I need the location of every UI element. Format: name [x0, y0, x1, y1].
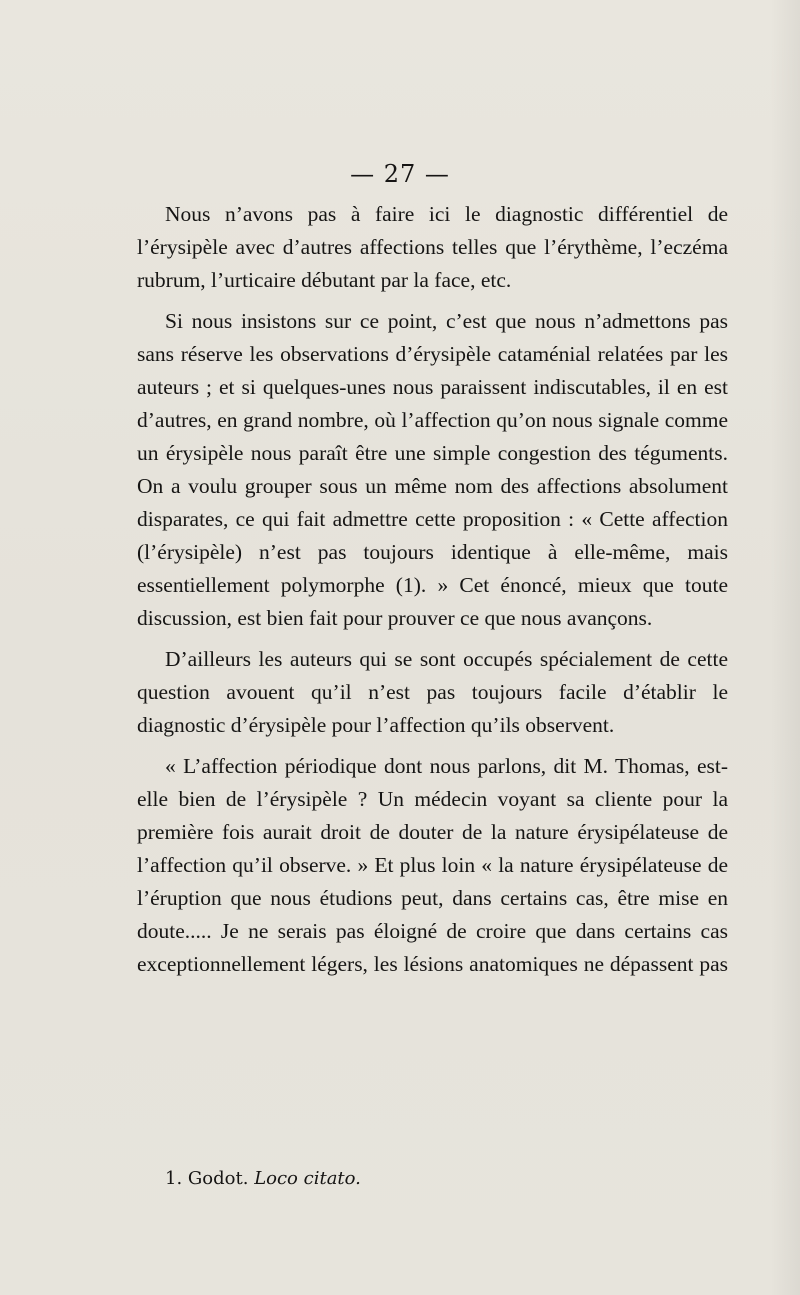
- paragraph: « L’affection périodique dont nous parlons, dit M. Thomas, est-elle bien de l’érysipèle ? Un médecin voyant sa cliente pour la première fois aurait droit de douter de la nature érysipélateuse de l’affection qu’il observe. » Et plus loin « la nature érysipélateuse de l’éruption que nous étudions peut, dans certains cas, être mise en doute..... Je ne serais pas éloigné de croire que dans certains cas exceptionnellement légers, les lésions anatomiques ne dépassent pas: [137, 754, 728, 976]
- footnote: [165, 1168, 361, 1189]
- footnote-author: Godot.: [187, 1168, 249, 1189]
- paragraph: D’ailleurs les auteurs qui se sont occupés spécialement de cette question avouent qu’il n’est pas toujours facile d’établir le diagnostic d’érysipèle pour l’affection qu’ils observent.: [137, 647, 728, 737]
- paragraph: Si nous insistons sur ce point, c’est que nous n’admettons pas sans réserve les observations d’érysipèle cataménial relatées par les auteurs ; et si quelques-unes nous paraissent indiscutables, il en est d’autres, en grand nombre, où l’affection qu’on nous signale comme un érysipèle nous paraît être une simple congestion des téguments. On a voulu grouper sous un même nom des affections absolument disparates, ce qui fait admettre cette proposition : « Cette affection (l’érysipèle) n’est pas toujours identique à elle-même, mais essentiellement polymorphe (1). » Cet énoncé, mieux que toute discussion, est bien fait pour prouver ce que nous avançons.: [137, 309, 728, 630]
- footnote-marker: 1.: [165, 1168, 183, 1189]
- body-text: [137, 198, 728, 989]
- page-edge-shadow: [770, 0, 800, 1295]
- footnote-citation: Loco citato.: [254, 1168, 361, 1189]
- page-number: — 27 —: [350, 160, 450, 188]
- paragraph: Nous n’avons pas à faire ici le diagnostic différentiel de l’érysipèle avec d’autres affections telles que l’érythème, l’eczéma rubrum, l’urticaire débutant par la face, etc.: [137, 202, 728, 292]
